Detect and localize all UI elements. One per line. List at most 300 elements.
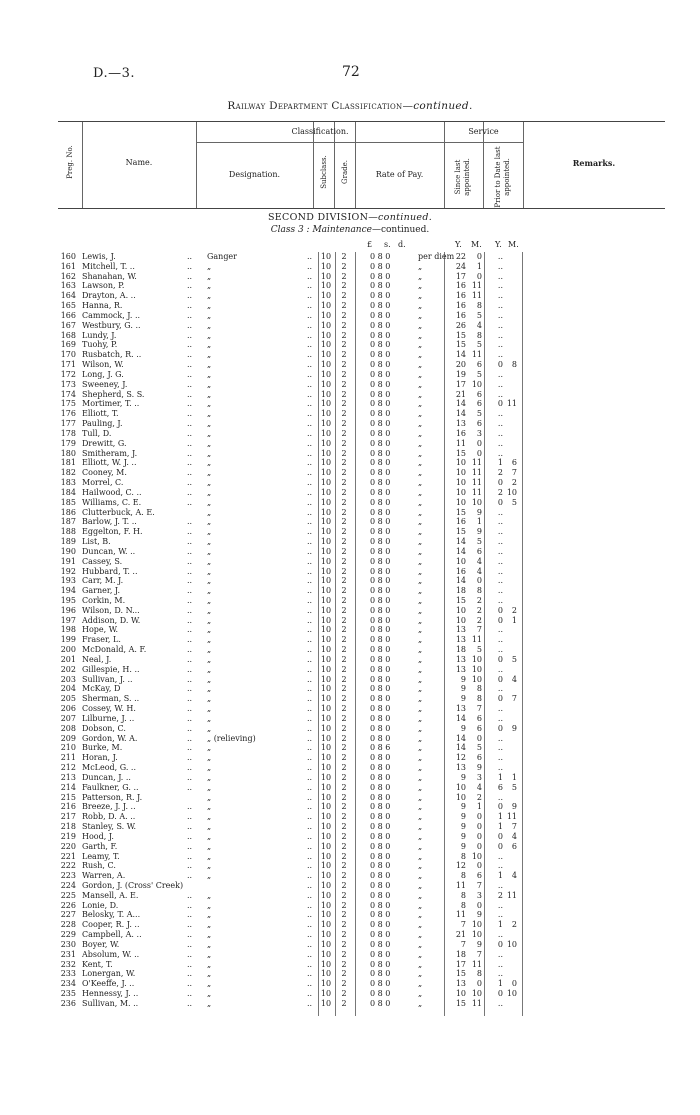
cell-per-diem: „ <box>418 881 423 890</box>
cell-preg-no: 210 <box>60 743 76 753</box>
cell-grade: 2 <box>341 625 347 635</box>
cell-per-diem: „ <box>418 399 423 409</box>
cell-prior-years: 2 <box>497 890 503 900</box>
cell-leader-dots-2: .. <box>307 900 313 910</box>
cell-rate-of-pay: 0 8 0 <box>370 822 391 832</box>
cell-leader-dots-2: .. <box>307 723 313 733</box>
cell-per-diem: „ <box>418 576 423 586</box>
cell-rate-of-pay: 0 8 0 <box>370 517 391 527</box>
cell-leader-dots-2: .. <box>307 822 313 832</box>
cell-leader-dots-2: .. <box>307 812 313 822</box>
cell-prior-years: 0 <box>497 802 503 812</box>
cell-leader-dots: .. <box>187 576 193 586</box>
cell-name: Cammock, J. .. <box>82 310 141 320</box>
cell-grade: 2 <box>341 841 347 851</box>
cell-subclass: 10 <box>320 389 332 399</box>
cell-preg-no: 191 <box>60 556 76 566</box>
cell-prior-years: 2 <box>497 468 503 478</box>
cell-name: Dobson, C. <box>82 723 126 733</box>
cell-prior-months: 11 <box>506 812 517 822</box>
cell-leader-dots: .. <box>187 615 193 625</box>
cell-leader-dots-2: .. <box>307 409 313 419</box>
cell-preg-no: 215 <box>60 792 76 802</box>
cell-rate-of-pay: 0 8 0 <box>370 979 391 989</box>
table-body <box>0 252 700 1009</box>
cell-preg-no: 184 <box>60 487 76 497</box>
table-row <box>0 901 700 911</box>
cell-since-years: 21 <box>455 389 466 399</box>
cell-designation: „ <box>207 871 212 881</box>
cell-per-diem: „ <box>418 487 423 497</box>
cell-preg-no: 171 <box>60 360 76 370</box>
cell-designation: „ <box>207 497 212 507</box>
cell-since-months: 7 <box>476 625 482 635</box>
cell-preg-no: 200 <box>60 645 76 655</box>
cell-since-years: 10 <box>455 497 466 507</box>
cell-prior-years: .. <box>497 684 503 694</box>
cell-prior-years: 0 <box>497 360 503 370</box>
cell-prior-years: .. <box>497 261 503 271</box>
cell-leader-dots-2: .. <box>307 831 313 841</box>
cell-designation: „ <box>207 428 212 438</box>
cell-preg-no: 199 <box>60 635 76 645</box>
cell-rate-of-pay: 0 8 0 <box>370 763 391 773</box>
cell-per-diem: „ <box>418 360 423 370</box>
cell-since-years: 8 <box>460 900 466 910</box>
cell-since-years: 15 <box>455 998 466 1008</box>
cell-since-months: 11 <box>471 998 482 1008</box>
table-row <box>0 439 700 449</box>
cell-leader-dots: .. <box>187 399 193 409</box>
cell-subclass: 10 <box>320 753 332 763</box>
cell-per-diem: „ <box>418 537 423 547</box>
cell-per-diem: „ <box>418 772 423 782</box>
cell-leader-dots: .. <box>187 654 193 664</box>
cell-name: Drewitt, G. <box>82 438 127 448</box>
cell-prior-years: .. <box>497 753 503 763</box>
cell-leader-dots-2: .. <box>307 664 313 674</box>
cell-subclass: 10 <box>320 723 332 733</box>
cell-per-diem: „ <box>418 458 423 468</box>
cell-designation: „ <box>207 822 212 832</box>
cell-subclass: 10 <box>320 369 332 379</box>
cell-prior-years: .. <box>497 743 503 753</box>
cell-since-years: 7 <box>460 920 466 930</box>
cell-grade: 2 <box>341 969 347 979</box>
cell-per-diem: „ <box>418 822 423 832</box>
cell-designation: „ <box>207 537 212 547</box>
cell-rate-of-pay: 0 8 0 <box>370 458 391 468</box>
cell-since-years: 10 <box>455 458 466 468</box>
cell-prior-years: .. <box>497 851 503 861</box>
table-row <box>0 793 700 803</box>
cell-grade: 2 <box>341 989 347 999</box>
table-row <box>0 891 700 901</box>
cell-since-years: 17 <box>455 379 466 389</box>
cell-name: Elliott, T. <box>82 409 119 419</box>
cell-name: Hailwood, C. .. <box>82 487 142 497</box>
cell-leader-dots: .. <box>187 340 193 350</box>
cell-prior-years: 0 <box>497 615 503 625</box>
cell-since-years: 16 <box>455 301 466 311</box>
cell-preg-no: 221 <box>60 851 76 861</box>
cell-leader-dots: .. <box>187 478 193 488</box>
cell-since-years: 13 <box>455 625 466 635</box>
cell-prior-years: .. <box>497 320 503 330</box>
cell-grade: 2 <box>341 615 347 625</box>
cell-since-months: 0 <box>476 822 482 832</box>
cell-leader-dots: .. <box>187 448 193 458</box>
table-row <box>0 861 700 871</box>
cell-rate-of-pay: 0 8 0 <box>370 340 391 350</box>
cell-since-months: 10 <box>471 674 482 684</box>
cell-per-diem: „ <box>418 674 423 684</box>
cell-rate-of-pay: 0 8 0 <box>370 969 391 979</box>
cell-name: Drayton, A. .. <box>82 291 136 301</box>
cell-preg-no: 190 <box>60 546 76 556</box>
cell-grade: 2 <box>341 556 347 566</box>
table-row <box>0 576 700 586</box>
cell-leader-dots: .. <box>187 822 193 832</box>
cell-since-months: 8 <box>476 330 482 340</box>
cell-preg-no: 179 <box>60 438 76 448</box>
header-classification: Classification. <box>291 127 349 136</box>
table-row <box>0 311 700 321</box>
cell-per-diem: „ <box>418 998 423 1008</box>
cell-since-months: 5 <box>476 537 482 547</box>
cell-leader-dots: .. <box>187 537 193 547</box>
cell-rate-of-pay: 0 8 0 <box>370 654 391 664</box>
cell-preg-no: 217 <box>60 812 76 822</box>
cell-since-months: 6 <box>476 713 482 723</box>
unit-shillings: s. <box>384 240 391 249</box>
cell-subclass: 10 <box>320 428 332 438</box>
cell-leader-dots-2: .. <box>307 733 313 743</box>
cell-preg-no: 187 <box>60 517 76 527</box>
cell-leader-dots-2: .. <box>307 468 313 478</box>
cell-per-diem: „ <box>418 723 423 733</box>
cell-prior-years: 1 <box>497 458 503 468</box>
table-row <box>0 301 700 311</box>
cell-preg-no: 198 <box>60 625 76 635</box>
cell-since-months: 11 <box>471 478 482 488</box>
cell-prior-years: 0 <box>497 654 503 664</box>
cell-prior-years: .. <box>497 586 503 596</box>
table-row <box>0 547 700 557</box>
cell-prior-months: 10 <box>506 487 517 497</box>
cell-preg-no: 206 <box>60 704 76 714</box>
cell-rate-of-pay: 0 8 0 <box>370 753 391 763</box>
cell-leader-dots: .. <box>187 350 193 360</box>
cell-leader-dots: .. <box>187 625 193 635</box>
cell-prior-years: 0 <box>497 723 503 733</box>
cell-per-diem: „ <box>418 949 423 959</box>
table-row <box>0 684 700 694</box>
cell-grade: 2 <box>341 939 347 949</box>
cell-grade: 2 <box>341 674 347 684</box>
cell-prior-years: .. <box>497 595 503 605</box>
cell-prior-months: 5 <box>511 654 517 664</box>
cell-subclass: 10 <box>320 939 332 949</box>
cell-subclass: 10 <box>320 271 332 281</box>
cell-per-diem: „ <box>418 507 423 517</box>
cell-prior-years: 1 <box>497 822 503 832</box>
cell-leader-dots: .. <box>187 330 193 340</box>
cell-leader-dots-2: .. <box>307 684 313 694</box>
cell-since-years: 8 <box>460 871 466 881</box>
cell-subclass: 10 <box>320 419 332 429</box>
cell-prior-years: 2 <box>497 487 503 497</box>
cell-grade: 2 <box>341 851 347 861</box>
cell-preg-no: 233 <box>60 969 76 979</box>
cell-per-diem: „ <box>418 625 423 635</box>
cell-preg-no: 186 <box>60 507 76 517</box>
cell-subclass: 10 <box>320 291 332 301</box>
cell-designation: „ <box>207 546 212 556</box>
cell-since-years: 9 <box>460 831 466 841</box>
cell-preg-no: 185 <box>60 497 76 507</box>
cell-leader-dots-2: .. <box>307 930 313 940</box>
cell-since-months: 10 <box>471 851 482 861</box>
cell-subclass: 10 <box>320 782 332 792</box>
cell-since-years: 14 <box>455 537 466 547</box>
cell-designation: „ <box>207 625 212 635</box>
cell-since-months: 6 <box>476 723 482 733</box>
cell-preg-no: 177 <box>60 419 76 429</box>
cell-preg-no: 161 <box>60 261 76 271</box>
cell-leader-dots: .. <box>187 517 193 527</box>
cell-grade: 2 <box>341 763 347 773</box>
cell-designation: „ <box>207 861 212 871</box>
cell-preg-no: 219 <box>60 831 76 841</box>
cell-leader-dots: .. <box>187 438 193 448</box>
cell-subclass: 10 <box>320 645 332 655</box>
cell-since-years: 13 <box>455 979 466 989</box>
table-row <box>0 606 700 616</box>
table-row <box>0 743 700 753</box>
cell-subclass: 10 <box>320 704 332 714</box>
cell-grade: 2 <box>341 389 347 399</box>
cell-rate-of-pay: 0 8 0 <box>370 281 391 291</box>
cell-rate-of-pay: 0 8 0 <box>370 419 391 429</box>
cell-subclass: 10 <box>320 890 332 900</box>
cell-rate-of-pay: 0 8 0 <box>370 576 391 586</box>
cell-leader-dots-2: .. <box>307 379 313 389</box>
cell-leader-dots-2: .. <box>307 694 313 704</box>
cell-name: Boyer, W. <box>82 939 120 949</box>
table-row <box>0 675 700 685</box>
cell-leader-dots-2: .. <box>307 753 313 763</box>
cell-preg-no: 220 <box>60 841 76 851</box>
cell-name: McLeod, G. .. <box>82 763 137 773</box>
cell-per-diem: „ <box>418 802 423 812</box>
cell-per-diem: „ <box>418 546 423 556</box>
cell-leader-dots-2: .. <box>307 595 313 605</box>
table-row <box>0 517 700 527</box>
cell-leader-dots-2: .. <box>307 674 313 684</box>
cell-grade: 2 <box>341 271 347 281</box>
cell-leader-dots: .. <box>187 389 193 399</box>
cell-rate-of-pay: 0 8 0 <box>370 360 391 370</box>
cell-leader-dots: .. <box>187 989 193 999</box>
cell-preg-no: 228 <box>60 920 76 930</box>
cell-since-months: 4 <box>476 556 482 566</box>
cell-leader-dots-2: .. <box>307 281 313 291</box>
cell-leader-dots: .. <box>187 379 193 389</box>
table-row <box>0 527 700 537</box>
cell-preg-no: 188 <box>60 527 76 537</box>
cell-leader-dots-2: .. <box>307 458 313 468</box>
cell-grade: 2 <box>341 468 347 478</box>
cell-since-months: 11 <box>471 291 482 301</box>
cell-prior-years: .. <box>497 448 503 458</box>
cell-since-years: 10 <box>455 615 466 625</box>
cell-designation: „ <box>207 291 212 301</box>
cell-leader-dots: .. <box>187 841 193 851</box>
cell-designation: „ <box>207 556 212 566</box>
cell-designation: „ <box>207 654 212 664</box>
cell-per-diem: „ <box>418 428 423 438</box>
cell-leader-dots: .. <box>187 831 193 841</box>
cell-name: Wilson, D. N... <box>82 605 140 615</box>
cell-designation: „ <box>207 468 212 478</box>
cell-since-months: 10 <box>471 930 482 940</box>
cell-prior-years: .. <box>497 733 503 743</box>
table-row <box>0 763 700 773</box>
cell-grade: 2 <box>341 930 347 940</box>
cell-designation: „ <box>207 281 212 291</box>
cell-prior-months: 7 <box>511 468 517 478</box>
cell-leader-dots: .. <box>187 674 193 684</box>
cell-designation: „ <box>207 979 212 989</box>
cell-name: Sweeney, J. <box>82 379 128 389</box>
table-row <box>0 940 700 950</box>
cell-since-years: 10 <box>455 487 466 497</box>
cell-leader-dots-2: .. <box>307 772 313 782</box>
cell-per-diem: „ <box>418 271 423 281</box>
cell-subclass: 10 <box>320 379 332 389</box>
cell-leader-dots: .. <box>187 320 193 330</box>
cell-grade: 2 <box>341 369 347 379</box>
table-row <box>0 252 700 262</box>
cell-since-months: 6 <box>476 389 482 399</box>
cell-preg-no: 181 <box>60 458 76 468</box>
table-row <box>0 537 700 547</box>
cell-preg-no: 168 <box>60 330 76 340</box>
cell-designation: „ <box>207 851 212 861</box>
cell-prior-months: 2 <box>511 605 517 615</box>
cell-designation: „ <box>207 566 212 576</box>
cell-since-months: 0 <box>476 831 482 841</box>
cell-leader-dots: .. <box>187 763 193 773</box>
cell-prior-months: 7 <box>511 822 517 832</box>
cell-leader-dots-2: .. <box>307 360 313 370</box>
cell-since-years: 17 <box>455 271 466 281</box>
cell-since-months: 11 <box>471 281 482 291</box>
cell-grade: 2 <box>341 753 347 763</box>
cell-since-years: 14 <box>455 743 466 753</box>
cell-name: Elliott, W. J. .. <box>82 458 137 468</box>
table-row <box>0 272 700 282</box>
cell-per-diem: „ <box>418 340 423 350</box>
cell-leader-dots: .. <box>187 723 193 733</box>
cell-since-years: 13 <box>455 763 466 773</box>
cell-prior-years: .. <box>497 998 503 1008</box>
cell-prior-years: 0 <box>497 478 503 488</box>
table-row <box>0 881 700 891</box>
cell-designation: „ (relieving) <box>207 733 256 743</box>
cell-prior-years: 0 <box>497 674 503 684</box>
cell-leader-dots-2: .. <box>307 478 313 488</box>
table-row <box>0 449 700 459</box>
cell-since-years: 18 <box>455 949 466 959</box>
cell-per-diem: „ <box>418 812 423 822</box>
cell-grade: 2 <box>341 979 347 989</box>
cell-per-diem: „ <box>418 890 423 900</box>
table-row <box>0 262 700 272</box>
cell-prior-months: 4 <box>511 674 517 684</box>
cell-preg-no: 178 <box>60 428 76 438</box>
table-row <box>0 655 700 665</box>
cell-prior-years: .. <box>497 546 503 556</box>
cell-leader-dots-2: .. <box>307 546 313 556</box>
cell-name: Lonie, D. <box>82 900 119 910</box>
cell-grade: 2 <box>341 822 347 832</box>
unit-pound: £ <box>367 240 373 249</box>
table-row <box>0 596 700 606</box>
cell-name: List, B. <box>82 537 111 547</box>
cell-since-months: 10 <box>471 379 482 389</box>
cell-name: Sullivan, J. .. <box>82 674 133 684</box>
cell-leader-dots: .. <box>187 694 193 704</box>
cell-name: Faulkner, G. .. <box>82 782 139 792</box>
cell-preg-no: 214 <box>60 782 76 792</box>
cell-name: Robb, D. A. .. <box>82 812 136 822</box>
cell-since-years: 20 <box>455 360 466 370</box>
table-row <box>0 557 700 567</box>
cell-leader-dots: .. <box>187 645 193 655</box>
table-row <box>0 704 700 714</box>
class-heading <box>0 225 700 235</box>
cell-rate-of-pay: 0 8 0 <box>370 556 391 566</box>
title-continued: —continued. <box>402 100 473 112</box>
table-row <box>0 694 700 704</box>
cell-prior-months: 0 <box>511 979 517 989</box>
table-row <box>0 734 700 744</box>
cell-since-months: 9 <box>476 507 482 517</box>
cell-designation: „ <box>207 409 212 419</box>
cell-since-months: 7 <box>476 704 482 714</box>
cell-subclass: 10 <box>320 625 332 635</box>
cell-leader-dots-2: .. <box>307 635 313 645</box>
cell-since-months: 8 <box>476 694 482 704</box>
cell-since-months: 5 <box>476 743 482 753</box>
table-row <box>0 340 700 350</box>
header-since-appointed: Since last appointed. <box>454 158 471 196</box>
cell-designation: „ <box>207 271 212 281</box>
cell-per-diem: „ <box>418 448 423 458</box>
cell-name: Fraser, L. <box>82 635 121 645</box>
cell-rate-of-pay: 0 8 0 <box>370 792 391 802</box>
cell-grade: 2 <box>341 517 347 527</box>
cell-since-years: 19 <box>455 369 466 379</box>
table-row <box>0 822 700 832</box>
cell-since-years: 16 <box>455 291 466 301</box>
cell-grade: 2 <box>341 595 347 605</box>
cell-designation: „ <box>207 310 212 320</box>
cell-designation: „ <box>207 487 212 497</box>
cell-rate-of-pay: 0 8 0 <box>370 527 391 537</box>
